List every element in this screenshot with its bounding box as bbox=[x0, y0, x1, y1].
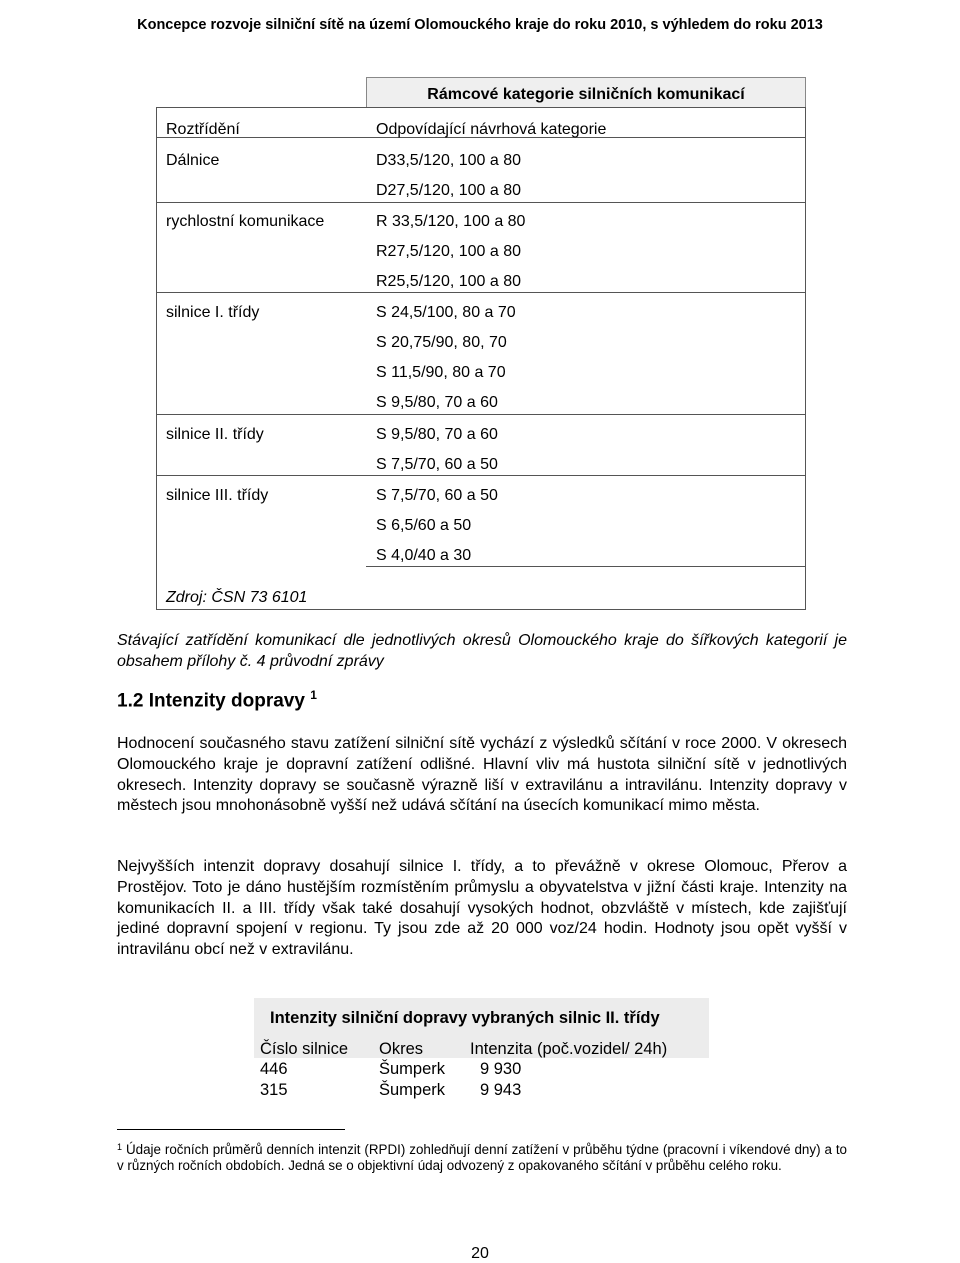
col-header-classification: Roztřídění bbox=[166, 121, 240, 138]
category-item: R27,5/120, 100 a 80 bbox=[376, 243, 522, 260]
intensity-table-header bbox=[254, 998, 709, 1058]
category-item: R 33,5/120, 100 a 80 bbox=[376, 213, 526, 230]
category-item: S 24,5/100, 80 a 70 bbox=[376, 304, 516, 321]
footnote-number: 1 bbox=[117, 1142, 123, 1152]
category-item: S 4,0/40 a 30 bbox=[376, 547, 472, 564]
footnote-separator bbox=[117, 1129, 345, 1130]
section-title: 1.2 Intenzity dopravy bbox=[117, 690, 305, 712]
footnote-ref: 1 bbox=[310, 688, 317, 702]
categories-table bbox=[156, 77, 806, 610]
category-item: S 9,5/80, 70 a 60 bbox=[376, 394, 498, 411]
cell-district: Šumperk bbox=[379, 1060, 446, 1078]
row-divider bbox=[156, 475, 806, 476]
category-item: S 11,5/90, 80 a 70 bbox=[376, 364, 506, 381]
group-name: silnice I. třídy bbox=[166, 304, 260, 321]
group-name: Dálnice bbox=[166, 152, 220, 169]
footnote bbox=[117, 1139, 847, 1174]
col-header-intensity: Intenzita (poč.vozidel/ 24h) bbox=[470, 1040, 668, 1058]
cell-road-number: 315 bbox=[260, 1081, 288, 1099]
category-item: S 20,75/90, 80, 70 bbox=[376, 334, 507, 351]
paragraph: Hodnocení současného stavu zatížení silniční sítě vychází z výsledků sčítání v roce 2000. V okresech Olomouckého kraje je dopravní zatížení odlišné. Hlavní vliv má hustota silniční sítě v jednotlivých okresech. Intenzity dopravy se současně výrazně liší v extravilánu a intravilánu. Intenzity dopravy v městech jsou mnohonásobně vyšší než udává sčítání na úsecích komunikací mimo města. bbox=[117, 735, 847, 815]
category-item: S 7,5/70, 60 a 50 bbox=[376, 487, 498, 504]
cell-district: Šumperk bbox=[379, 1081, 446, 1099]
row-divider bbox=[156, 202, 806, 203]
page-number: 20 bbox=[471, 1245, 489, 1262]
table-border bbox=[805, 107, 806, 610]
table-border bbox=[156, 107, 157, 610]
group-name: rychlostní komunikace bbox=[166, 213, 325, 230]
intensity-table bbox=[254, 998, 709, 1099]
table-source: Zdroj: ČSN 73 6101 bbox=[166, 589, 308, 606]
category-item: R25,5/120, 100 a 80 bbox=[376, 273, 522, 290]
cell-intensity: 9 930 bbox=[480, 1060, 522, 1078]
group-name: silnice III. třídy bbox=[166, 487, 269, 504]
row-divider bbox=[156, 414, 806, 415]
row-divider bbox=[366, 566, 806, 567]
cell-intensity: 9 943 bbox=[480, 1081, 522, 1099]
cell-road-number: 446 bbox=[260, 1060, 288, 1078]
page-header: Koncepce rozvoje silniční sítě na území Olomouckého kraje do roku 2010, s výhledem do roku 2013 bbox=[137, 17, 823, 33]
col-header-road-number: Číslo silnice bbox=[260, 1040, 349, 1058]
footnote-text: Údaje ročních průměrů denních intenzit (RPDI) zohledňují denní zatížení v průběhu týdne (pracovní i víkendové dny) a to v různých ročních obdobích. Jedná se o objektivní údaj odvozený z opakovaného sčítání v průběhu celého roku. bbox=[117, 1142, 847, 1173]
category-item: S 6,5/60 a 50 bbox=[376, 517, 472, 534]
col-header-design-category: Odpovídající návrhová kategorie bbox=[376, 121, 607, 138]
table-border bbox=[156, 609, 806, 610]
paragraph: Nejvyšších intenzit dopravy dosahují silnice I. třídy, a to převážně v okrese Olomouc, Přerov a Prostějov. Toto je dáno hustějším rozmístěním průmyslu a obyvatelstva v jižní části kraje. Intenzity na komunikacích II. a III. třídy však také dosahují vysokých hodnot, obzvláště v místech, kde zajišťují jediné dopravní spojení v regionu. Ty jsou zde až 20 000 voz/24 hodin. Hodnoty jsou opět vyšší v intravilánu obcí než v extravilánu. bbox=[117, 858, 847, 959]
categories-table-title: Rámcové kategorie silničních komunikací bbox=[366, 77, 806, 107]
group-name: silnice II. třídy bbox=[166, 426, 264, 443]
col-header-district: Okres bbox=[379, 1040, 424, 1058]
category-item: S 7,5/70, 60 a 50 bbox=[376, 456, 498, 473]
intensity-table-title: Intenzity silniční dopravy vybraných silnic II. třídy bbox=[270, 1009, 660, 1027]
table-caption: Stávající zatřídění komunikací dle jednotlivých okresů Olomouckého kraje do šířkových kategorií je obsahem přílohy č. 4 průvodní zprávy bbox=[117, 632, 847, 670]
row-divider bbox=[156, 292, 806, 293]
category-item: D33,5/120, 100 a 80 bbox=[376, 152, 522, 169]
table-border bbox=[156, 107, 806, 108]
section-heading bbox=[117, 688, 317, 712]
category-item: S 9,5/80, 70 a 60 bbox=[376, 426, 498, 443]
category-item: D27,5/120, 100 a 80 bbox=[376, 182, 522, 199]
